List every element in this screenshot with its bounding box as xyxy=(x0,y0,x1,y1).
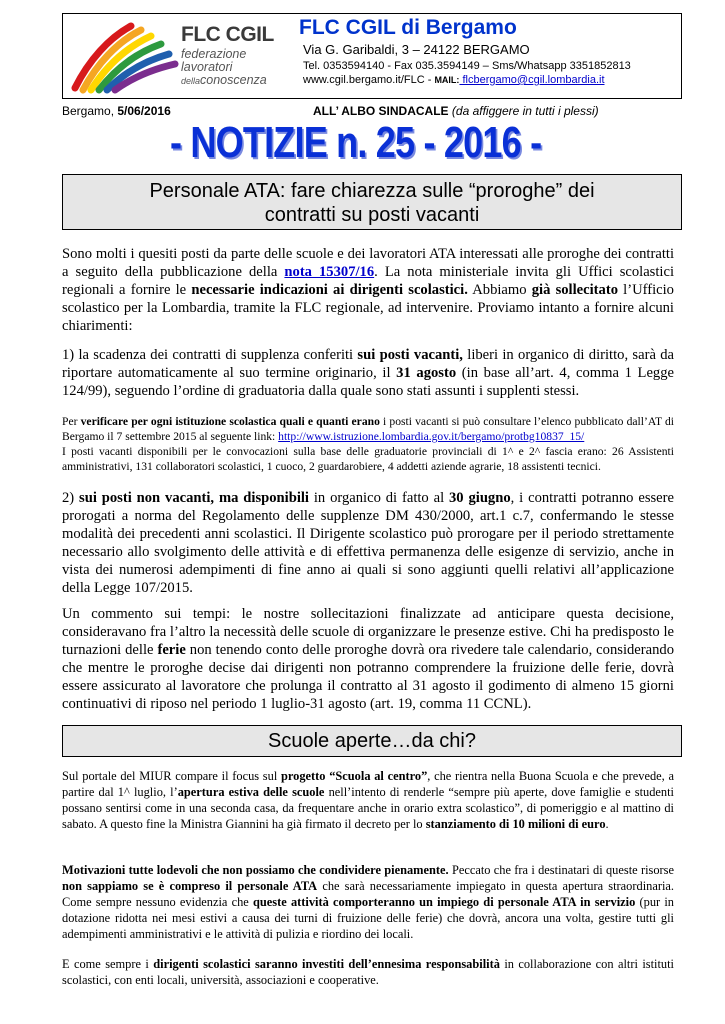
logo-sub-line xyxy=(181,74,295,88)
mail-label: MAIL: xyxy=(434,75,460,85)
logo-sub-line: federazione xyxy=(181,47,247,61)
text: nell’intento di renderle “sempre più aperte, dove famiglie e studenti possano sentirsi come in una seconda casa, da frequentare anche in orario extra scolastico”, di pomeriggio e al mattino di sabato. A questo fine la Ministra Giannini ha già firmato il decreto per lo xyxy=(62,785,674,831)
logo-name: FLC CGIL xyxy=(181,23,274,46)
logo-mark xyxy=(69,20,179,94)
text-bold: ferie xyxy=(157,642,186,658)
text-bold: stanziamento di 10 milioni di euro xyxy=(425,817,606,831)
paragraph-intro xyxy=(62,245,674,335)
text-bold: non sappiamo se è compreso il personale ATA xyxy=(62,879,318,893)
org-web xyxy=(303,74,605,86)
text-bold: apertura estiva delle scuole xyxy=(177,785,325,799)
text-bold: sui posti vacanti, xyxy=(357,347,463,363)
text: (pur in dotazione ridotta nei mesi estivi a causa dei turni di fruizione delle ferie) che dovrà, ancora una volta, gestire tutti gli adempimenti amministrativi e le attività di pulizia e riordino dei locali. xyxy=(62,895,674,941)
text: I posti vacanti disponibili per le convocazioni sulla base delle graduatorie provinciali di 1^ e 2^ fascia erano: 26 Assistenti amministrativi, 131 collaboratori scolastici, 1 cuoco, 2 guardarobiere, 4 addetti aziende agrarie, 18 assistenti tecnici. xyxy=(62,445,674,473)
text: Sul portale del MIUR compare il focus sul xyxy=(62,769,281,783)
text-bold: verificare per ogni istituzione scolastica quali e quanti erano xyxy=(80,415,380,428)
logo-subtitle xyxy=(181,48,295,88)
logo-sub-line: lavoratori xyxy=(181,60,233,74)
text: , che rientra nella Buona Scuola e che prevede, a partire dal 1^ luglio, l’ xyxy=(62,769,674,799)
flc-cgil-logo xyxy=(63,14,295,98)
text: 1) la scadenza dei contratti di supplenza conferiti xyxy=(62,347,358,363)
section-heading-ata xyxy=(62,174,682,230)
paragraph-point-1 xyxy=(62,346,674,400)
text: Un commento sui tempi: le nostre sollecitazioni finalizzate ad anticipare questa decisione, consideravano fra l’altro la necessità delle scuole di organizzare le presenze estive. Chi ha predisposto le turnazioni delle xyxy=(62,606,674,658)
text: , i contratti potranno essere prorogati a norma del Regolamento delle supplenze DM 430/2000, art.1 c.7, confermando le stesse modalità dei precedenti anni scolastici. Il Dirigente scolastico può prorogare per il periodo strettamente necessario allo svolgimento delle attività e di effettiva permanenza delle esigenze di servizio, anche in vista dei numerosi adempimenti di fine anno ai quali si sono aggiunti quelli relativi all’applicazione della Legge 107/2015. xyxy=(62,490,674,596)
text-bold: 30 giugno xyxy=(449,490,511,506)
albo-label: ALL’ ALBO SINDACALE xyxy=(313,104,449,118)
text: in organico di fatto al xyxy=(309,490,449,506)
logo-sub-small: della xyxy=(181,76,201,86)
text: Abbiamo xyxy=(467,282,532,298)
text: E come sempre i xyxy=(62,957,154,971)
org-address: Via G. Garibaldi, 3 – 24122 BERGAMO xyxy=(303,42,530,57)
text-bold: queste attività comporteranno un impiego di personale ATA in servizio xyxy=(253,895,636,909)
text: Peccato che fra i destinatari di queste risorse xyxy=(448,863,674,877)
text: non tenendo conto delle proroghe dovrà ora rivedere tale calendario, considerando che mentre le proroghe decise dai dirigenti non potranno comprendere la fruizione delle ferie, dovrà essere assicurato al lavoratore che prolunga il contratto al 31 agosto il godimento di almeno 15 giorni continuativi di riposo nel periodo 1 luglio-31 agosto (art. 19, comma 11 CCNL). xyxy=(62,642,674,712)
text: (in base all’art. 4, comma 1 Legge 124/99), seguendo l’ordine di graduatoria dalla quale sono stati assunti i supplenti stessi. xyxy=(62,365,675,399)
paragraph-point-2 xyxy=(62,489,674,597)
letterhead xyxy=(62,13,682,99)
news-title: - NOTIZIE n. 25 - 2016 - xyxy=(170,118,542,167)
date-place: Bergamo, xyxy=(62,104,118,118)
text-bold: progetto “Scuola al centro” xyxy=(280,769,428,783)
logo-sub-word: conoscenza xyxy=(200,73,267,87)
text: i posti vacanti si può consultare l’elenco pubblicato dall’AT di Bergamo il 7 settembre 2015 al seguente link: xyxy=(62,415,675,443)
albo-note: (da affiggere in tutti i plessi) xyxy=(451,104,599,118)
text: . La nota ministeriale invita gli Uffici scolastici regionali a fornire le xyxy=(62,264,675,298)
text-bold: Motivazioni tutte lodevoli che non possiamo che condividere pienamente. xyxy=(62,863,449,877)
email-link[interactable]: flcbergamo@cgil.lombardia.it xyxy=(459,74,605,86)
text: liberi in organico di diritto, sarà da riportare automaticamente al suo termine originario, il xyxy=(62,347,675,381)
text: l’Ufficio scolastico per la Lombardia, tramite la FLC regionale, ad intervenire. Proviamo intanto a fornire alcuni chiarimenti: xyxy=(62,282,674,334)
date-line xyxy=(62,104,171,118)
org-phone: Tel. 0353594140 - Fax 035.3594149 – Sms/Whatsapp 3351852813 xyxy=(303,60,631,72)
text-bold: già sollecitato xyxy=(531,282,618,298)
website-link[interactable]: www.cgil.bergamo.it/FLC - xyxy=(303,74,435,86)
section-heading-scuole-aperte: Scuole aperte…da chi? xyxy=(62,725,682,757)
text: 2) xyxy=(62,490,80,506)
date-value: 5/06/2016 xyxy=(117,104,171,118)
section-title-line: Personale ATA: fare chiarezza sulle “proroghe” dei xyxy=(149,180,595,202)
text-bold: dirigenti scolastici saranno investiti dell’ennesima responsabilità xyxy=(153,957,500,971)
paragraph-posti-vacanti xyxy=(62,414,674,474)
text: in collaborazione con altri istituti scolastici, con enti locali, università, associazioni e cooperative. xyxy=(62,957,674,987)
text-bold: necessarie indicazioni ai dirigenti scolastici. xyxy=(191,282,468,298)
nota-link[interactable]: nota 15307/16 xyxy=(284,264,375,280)
text-bold: 31 agosto xyxy=(396,365,457,381)
org-title: FLC CGIL di Bergamo xyxy=(299,16,517,39)
text: che sarà necessariamente impiegato in questa apertura straordinaria. Come sempre nessuno evidenzia che xyxy=(62,879,674,909)
paragraph-dirigenti xyxy=(62,956,674,988)
text: Per xyxy=(62,415,81,428)
istruzione-link[interactable]: http://www.istruzione.lombardia.gov.it/bergamo/protbg10837_15/ xyxy=(278,430,585,443)
paragraph-scuola-al-centro xyxy=(62,768,674,832)
albo-line xyxy=(313,104,599,118)
paragraph-motivazioni xyxy=(62,862,674,942)
text-bold: sui posti non vacanti, ma disponibili xyxy=(79,490,309,506)
text: Sono molti i quesiti posti da parte delle scuole e dei lavoratori ATA interessati alle proroghe dei contratti a seguito della pubblicazione della xyxy=(62,246,674,280)
section-title-line: contratti su posti vacanti xyxy=(264,204,480,226)
paragraph-commento xyxy=(62,605,674,713)
text: . xyxy=(605,817,609,831)
